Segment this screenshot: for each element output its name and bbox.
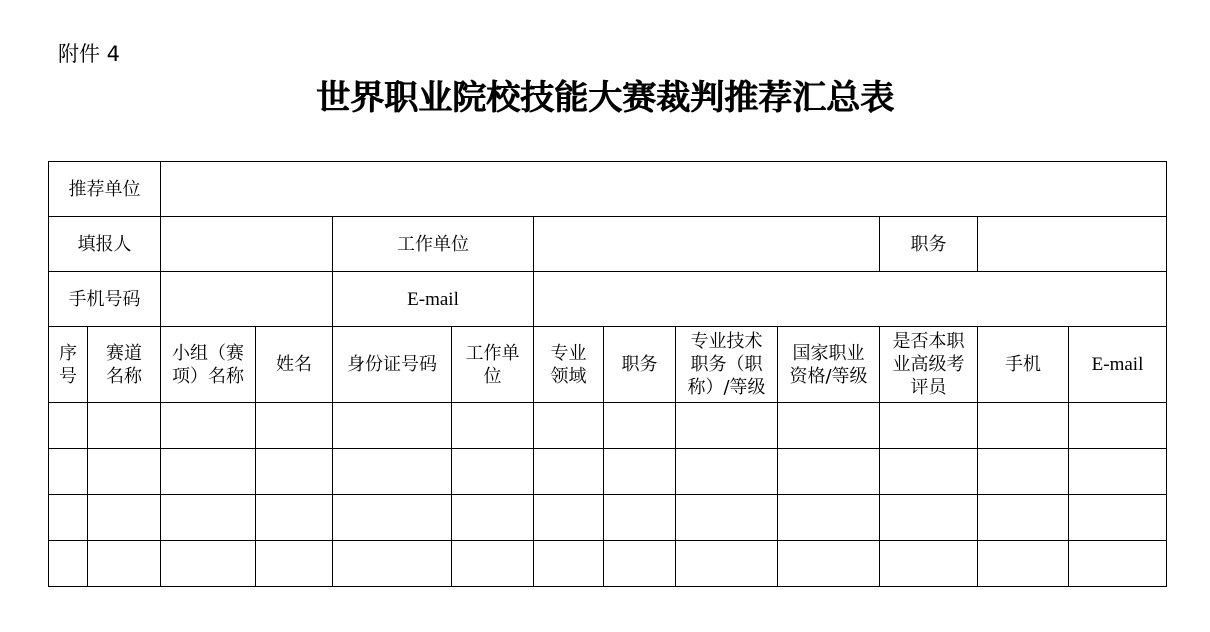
table-cell[interactable] <box>978 541 1069 587</box>
recommend-unit-row <box>49 162 1167 217</box>
table-cell[interactable] <box>88 403 161 449</box>
table-cell[interactable] <box>452 403 534 449</box>
column-header <box>452 327 534 403</box>
phone-label: 手机号码 <box>49 272 161 327</box>
column-header-line: 小组（赛 <box>172 342 244 364</box>
column-header-line: E-mail <box>1091 354 1144 375</box>
filler-label: 填报人 <box>49 217 161 272</box>
column-header-line: 赛道 <box>106 342 142 364</box>
table-cell[interactable] <box>880 495 978 541</box>
table-cell[interactable] <box>676 449 778 495</box>
table-cell[interactable] <box>256 495 333 541</box>
table-cell[interactable] <box>604 449 676 495</box>
table-cell[interactable] <box>88 449 161 495</box>
filler-field[interactable] <box>161 217 333 272</box>
column-header-line: 专业技术 <box>690 331 763 352</box>
table-cell[interactable] <box>452 449 534 495</box>
column-header <box>534 327 604 403</box>
table-cell[interactable] <box>333 449 452 495</box>
column-header <box>49 327 88 403</box>
table-cell[interactable] <box>1069 495 1167 541</box>
column-header-line: 称）/等级 <box>687 377 766 398</box>
table-cell[interactable] <box>49 495 88 541</box>
table-cell[interactable] <box>778 449 880 495</box>
table-cell[interactable] <box>676 541 778 587</box>
table-cell[interactable] <box>452 495 534 541</box>
column-header <box>256 327 333 403</box>
column-header-line: 手机 <box>1005 354 1041 375</box>
table-cell[interactable] <box>333 541 452 587</box>
column-header-line: 职务 <box>621 354 658 375</box>
recommendation-table <box>48 161 1167 587</box>
column-header-line: 身份证号码 <box>347 354 437 375</box>
table-cell[interactable] <box>880 541 978 587</box>
column-header-line: 位 <box>483 365 502 387</box>
column-header-line: 专业 <box>550 342 587 364</box>
column-header-line: 项）名称 <box>172 365 244 387</box>
recommend-unit-label: 推荐单位 <box>49 162 161 217</box>
table-cell[interactable] <box>880 449 978 495</box>
table-cell[interactable] <box>978 449 1069 495</box>
table-cell[interactable] <box>604 541 676 587</box>
column-header-line: 领域 <box>550 365 587 387</box>
table-cell[interactable] <box>604 495 676 541</box>
table-cell[interactable] <box>676 495 778 541</box>
table-row <box>49 403 1167 449</box>
column-header-line: 工作单 <box>465 342 520 364</box>
column-header-line: 资格/等级 <box>789 365 868 387</box>
table-cell[interactable] <box>778 403 880 449</box>
table-cell[interactable] <box>452 541 534 587</box>
table-cell[interactable] <box>333 403 452 449</box>
table-cell[interactable] <box>49 449 88 495</box>
column-header-row <box>49 327 1167 403</box>
column-header <box>778 327 880 403</box>
table-cell[interactable] <box>161 495 256 541</box>
table-cell[interactable] <box>534 495 604 541</box>
column-header-line: 姓名 <box>276 354 312 375</box>
phone-field[interactable] <box>161 272 333 327</box>
column-header-line: 国家职业 <box>792 342 865 364</box>
table-row <box>49 449 1167 495</box>
column-header-line: 评员 <box>910 377 947 398</box>
table-cell[interactable] <box>161 403 256 449</box>
table-row <box>49 495 1167 541</box>
table-cell[interactable] <box>778 541 880 587</box>
recommend-unit-field[interactable] <box>161 162 1167 217</box>
filler-row <box>49 217 1167 272</box>
column-header-line: 序 <box>59 342 77 364</box>
table-row <box>49 541 1167 587</box>
table-cell[interactable] <box>978 403 1069 449</box>
column-header <box>676 327 778 403</box>
position-field[interactable] <box>978 217 1167 272</box>
work-unit-label: 工作单位 <box>333 217 534 272</box>
table-cell[interactable] <box>333 495 452 541</box>
column-header-line: 是否本职 <box>892 331 965 352</box>
table-cell[interactable] <box>604 403 676 449</box>
table-cell[interactable] <box>1069 541 1167 587</box>
table-cell[interactable] <box>880 403 978 449</box>
email-field[interactable] <box>534 272 1167 327</box>
column-header <box>161 327 256 403</box>
column-header-line: 号 <box>59 365 77 387</box>
column-header <box>604 327 676 403</box>
attachment-label: 附件 4 <box>58 42 121 66</box>
column-header <box>1069 327 1167 403</box>
table-cell[interactable] <box>49 403 88 449</box>
column-header-line: 职务（职 <box>690 354 763 375</box>
table-cell[interactable] <box>88 495 161 541</box>
column-header <box>880 327 978 403</box>
table-cell[interactable] <box>88 541 161 587</box>
column-header-line: 业高级考 <box>892 354 965 375</box>
table-cell[interactable] <box>256 449 333 495</box>
table-cell[interactable] <box>978 495 1069 541</box>
table-cell[interactable] <box>778 495 880 541</box>
page-title: 世界职业院校技能大赛裁判推荐汇总表 <box>316 78 894 118</box>
table-cell[interactable] <box>49 541 88 587</box>
email-label: E-mail <box>333 272 534 327</box>
table-cell[interactable] <box>534 449 604 495</box>
table-cell[interactable] <box>256 541 333 587</box>
column-header <box>978 327 1069 403</box>
position-label: 职务 <box>880 217 978 272</box>
column-header <box>88 327 161 403</box>
phone-row <box>49 272 1167 327</box>
work-unit-field[interactable] <box>534 217 880 272</box>
table-cell[interactable] <box>161 449 256 495</box>
table-cell[interactable] <box>1069 449 1167 495</box>
table-cell[interactable] <box>1069 403 1167 449</box>
table-cell[interactable] <box>534 403 604 449</box>
table-cell[interactable] <box>256 403 333 449</box>
column-header <box>333 327 452 403</box>
column-header-line: 名称 <box>106 365 142 387</box>
table-cell[interactable] <box>534 541 604 587</box>
table-cell[interactable] <box>676 403 778 449</box>
table-cell[interactable] <box>161 541 256 587</box>
